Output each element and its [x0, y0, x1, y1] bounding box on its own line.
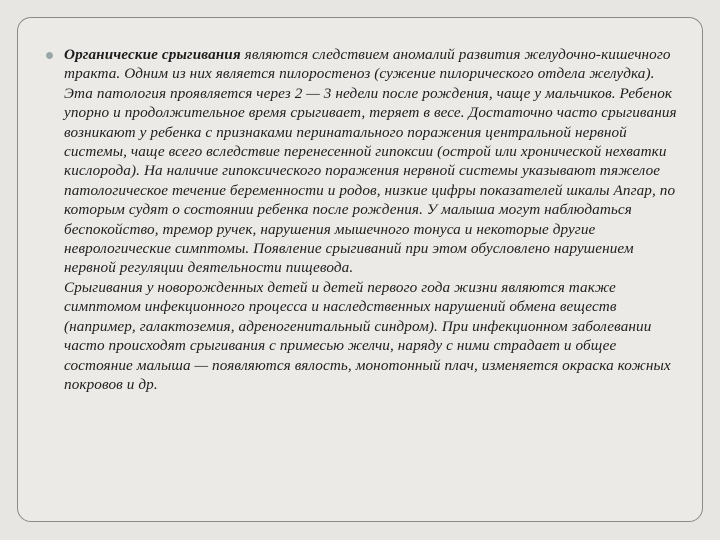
- paragraph-2: Срыгивания у новорожденных детей и детей первого года жизни являются также симптомом инфекционного процесса и наследственных нарушений обмена веществ (например, галактоземия, адреногенитальный синдром). При инфекционном заболевании часто происходят срыгивания с примесью желчи, наряду с ними страдает и общее состояние малыша — появляются вялость, монотонный плач, изменяется окраска кожных покровов и др.: [64, 278, 671, 393]
- paragraph-1: [64, 45, 684, 278]
- paragraph-1-lead: Органические срыгивания: [64, 46, 241, 63]
- paragraph-1-body: являются следствием аномалий развития желудочно-кишечного тракта. Одним из них является пилоростеноз (сужение пилорического отдела желудка). Эта патология проявляется через 2 — 3 недели после рождения, чаще у мальчиков. Ребенок упорно и продолжительное время срыгивает, теряет в весе. Достаточно часто срыгивания возникают у ребенка с признаками перинатального поражения центральной нервной системы, чаще всего вследствие перенесенной гипоксии (острой или хронической нехватки кислорода). На наличие гипоксического поражения нервной системы указывают тяжелое патологическое течение беременности и родов, низкие цифры показателей шкалы Апгар, по которым судят о состоянии ребенка после рождения. У малыша могут наблюдаться беспокойство, тремор ручек, нарушения мышечного тонуса и некоторые другие неврологические симптомы. Появление срыгиваний при этом обусловлено нарушением нервной регуляции деятельности пищевода.: [64, 46, 677, 277]
- bullet-icon: [46, 52, 53, 59]
- slide-body: [64, 45, 684, 394]
